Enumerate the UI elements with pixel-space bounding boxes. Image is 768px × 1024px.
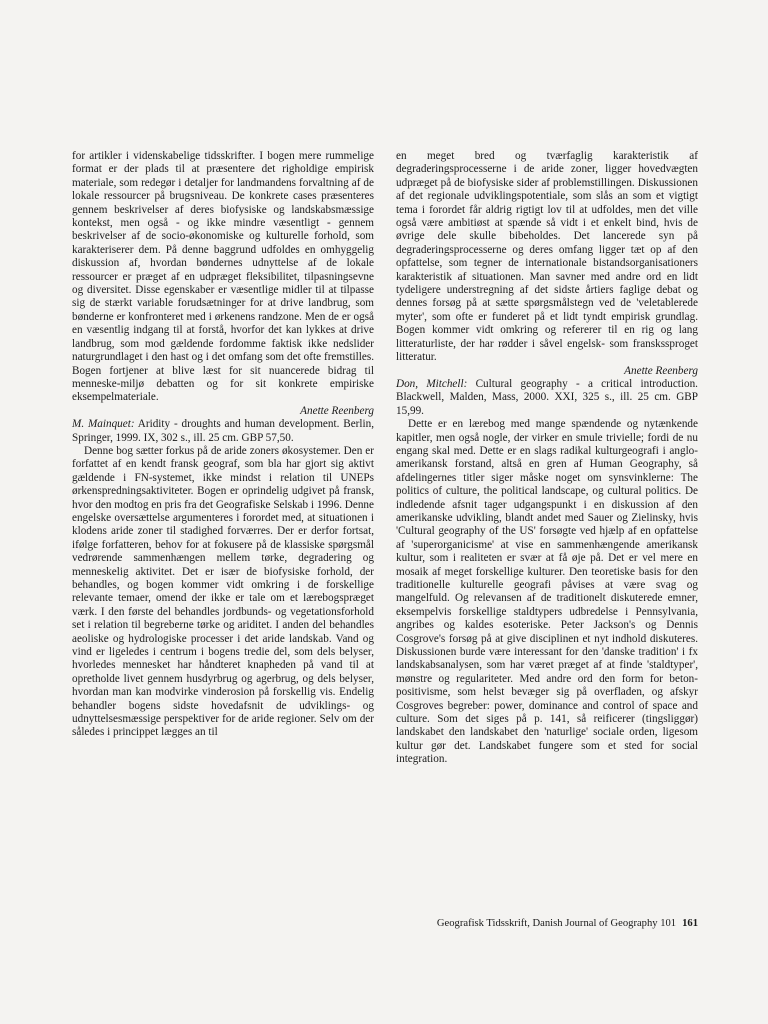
review-1-signature: Anette Reenberg (300, 404, 374, 417)
review-2-signature: Anette Reenberg (624, 364, 698, 377)
left-column (72, 150, 374, 740)
page-footer (396, 918, 698, 929)
review-3-citation: Cultural geography - a critical introduction. Blackwell, Malden, Mass, 2000. XXI, 325 s., ill. 25 cm. GBP 15,99. (396, 377, 698, 417)
review-2-body: Denne bog sætter forkus på de aride zoners økosystemer. Den er forfattet af en kendt fransk geograf, som bla har gjort sig aktivt gældende i FN-systemet, ikke mindst i relation til UNEPs ørkenspredningsaktiviteter. Bogen er oprindelig udgivet på fransk, hvor den modtog en pris fra det Geografiske Selskab i 1996. Denne engelske oversættelse argumenteres i forordet med, at situationen i klodens aride zoner til stadighed forværres. Der er derfor fortsat, ifølge forfatteren, behov for at fokusere på de klassiske spørgsmål vedrørende sammenhængen mellem tørke, degradering og menneskelig aktivitet. Det er især de biofysiske forhold, der behandles, og bogen kommer vidt omkring i de forskellige relevante temaer, omend der ikke er tale om et lærebogspræget værk. I den første del behandles jordbunds- og vegetationsforhold set i relation til begreberne tørke og ariditet. I anden del behandles aeoliske og hydrologiske processer i det aride landskab. Vand og vind er ligeledes i centrum i bogens tredie del, som dels belyser, hvorledes mennesket har håndteret knapheden på vand til at opretholde livet gennem husdyrbrug og agerbrug, og dels belyser, hvordan man kan modvirke vinderosion på forskellig vis. Endelig behandler bogens sidste hovedafsnit de udviklings- og udnyttelsesmæssige perspektiver for de aride regioner. Selv om der således i princippet lægges an til (72, 444, 374, 739)
journal-name: Geografisk Tidsskrift, Danish Journal of Geography 101 (436, 918, 677, 929)
review-2-citation: Aridity - droughts and human development. Berlin, Springer, 1999. IX, 302 s., ill. 25 cm. GBP 57,50. (72, 418, 374, 444)
review-3-author: Don, Mitchell: (396, 377, 468, 390)
review-2-heading (72, 418, 374, 445)
review-3-heading (396, 378, 698, 418)
review-2-continuation: en meget bred og tværfaglig karakteristik af degraderingsprocesserne i de aride zoner, ligger hovedvægten udpræget på de biofysiske sider af problemstillingen. Diskussionen af det regionale udviklingspotentiale, som slås an som et vigtigt tema i forordet får aldrig rigtigt lov til at udfoldes, men det ville også være ambitiøst at spænde så vidt i et enkelt bind, hvis de øvrige dele skulle bibeholdes. Det lancerede syn på degraderingsprocesserne og deres omfang ligger tæt op af den opfattelse, som tegner de internationale bistandsorganisationers karakteristik af situationen. Man savner med andre ord en lidt tydeligere understregning af det sidste årtiers faglige debat og dennes forsøg på at sætte spørgsmålstegn ved de 'veletablerede myter', som ofte er funderet på et lidt tyndt empirisk grundlag. Bogen kommer vidt omkring og refererer til en rig og lang litteraturliste, der har rødder i såvel engelsk- som franskssproget litteratur. (396, 150, 698, 364)
review-3-body: Dette er en lærebog med mange spændende og nytænkende kapitler, men også nogle, der virker en smule trivielle; fordi de nu engang skal med. Dette er en slags radikal kulturgeografi i anglo-amerikansk forstand, altså en gren af Human Geography, så afdelingernes titler siger måske noget om synsvinklerne: The politics of culture, the political landscape, og cultural politics. De indledende afsnit tager udgangspunkt i en diskussion af den amerikanske udvikling, blandt andet med Sauer og Zielinsky, hvis 'Cultural geography of the US' forsøgte ved hjælp af en opfattelse af 'superorganicisme' at vise en sammenhængende amerikansk kultur, som i realiteten er svær at få øje på. Det er vel mere en mosaik af meget forskellige kulturer. Den teoretiske basis for den traditionelle kulturelle geografi påvises at være svag og mangelfuld. Og relevansen af de traditionelt diskuterede emner, eksempelvis forskellige staldtypers udbredelse i Pennsylvania, angribes og kaldes esoteriske. Peter Jackson's og Dennis Cosgrove's forsøg på at give disciplinen et nyt indhold diskuteres. Diskussionen burde være interessant for den 'danske tradition' i fx landskabsanalysen, som har været præget af at finde 'staldtyper', mønstre og regulariteter. Med andre ord den form for beton-positivisme, som helst bevæger sig på overfladen, og afskyr Cosgroves begreber: power, dominance and control of space and culture. Som det siges på p. 141, så reificerer (tingsliggør) landskabet den landskabet den 'naturlige' sociale orden, ligesom kultur gør det. Landskabet fungere som et sted for social integration. (396, 418, 698, 766)
review-1-continuation: for artikler i videnskabelige tidsskrifter. I bogen mere rummelige format er der plads til at præsentere det righoldige empirisk materiale, som redegør i detaljer for landmandens forvaltning af de lokale ressourcer på brugsniveau. De konkrete cases præsenteres gennem beskrivelser af deres biofysiske og landskabsmæssige kontekst, men også - og ikke mindre væsentligt - gennem beskrivelser af de socio-økonomiske og kulturelle forhold, som karakteriserer dem. På denne baggrund udfoldes en omhyggelig diskussion af, hvordan bøndernes udnyttelse af de lokale ressourcer er præget af en udpræget fleksibilitet, tilpasningsevne og diversitet. Disse egenskaber er væsentlige midler til at tilpasse sig de stærkt variable forudsætninger for at drive landbrug, som bønderne er konfronteret med i ørkenens randzone. Men de er også en væsentlig indgang til at forstå, hvorfor det kan lykkes at drive landbrug, som mod gældende fordomme faktisk ikke nedslider naturgrundlaget i den hast og i det omfang som det ofte fremstilles. Bogen fortjener at blive læst for sit nuancerede bidrag til menneske-miljø debatten og for sit konkrete empiriske eksempelmateriale. (72, 150, 374, 404)
right-column (396, 150, 698, 767)
page-number: 161 (682, 918, 698, 929)
review-2-author: M. Mainquet: (72, 418, 135, 431)
